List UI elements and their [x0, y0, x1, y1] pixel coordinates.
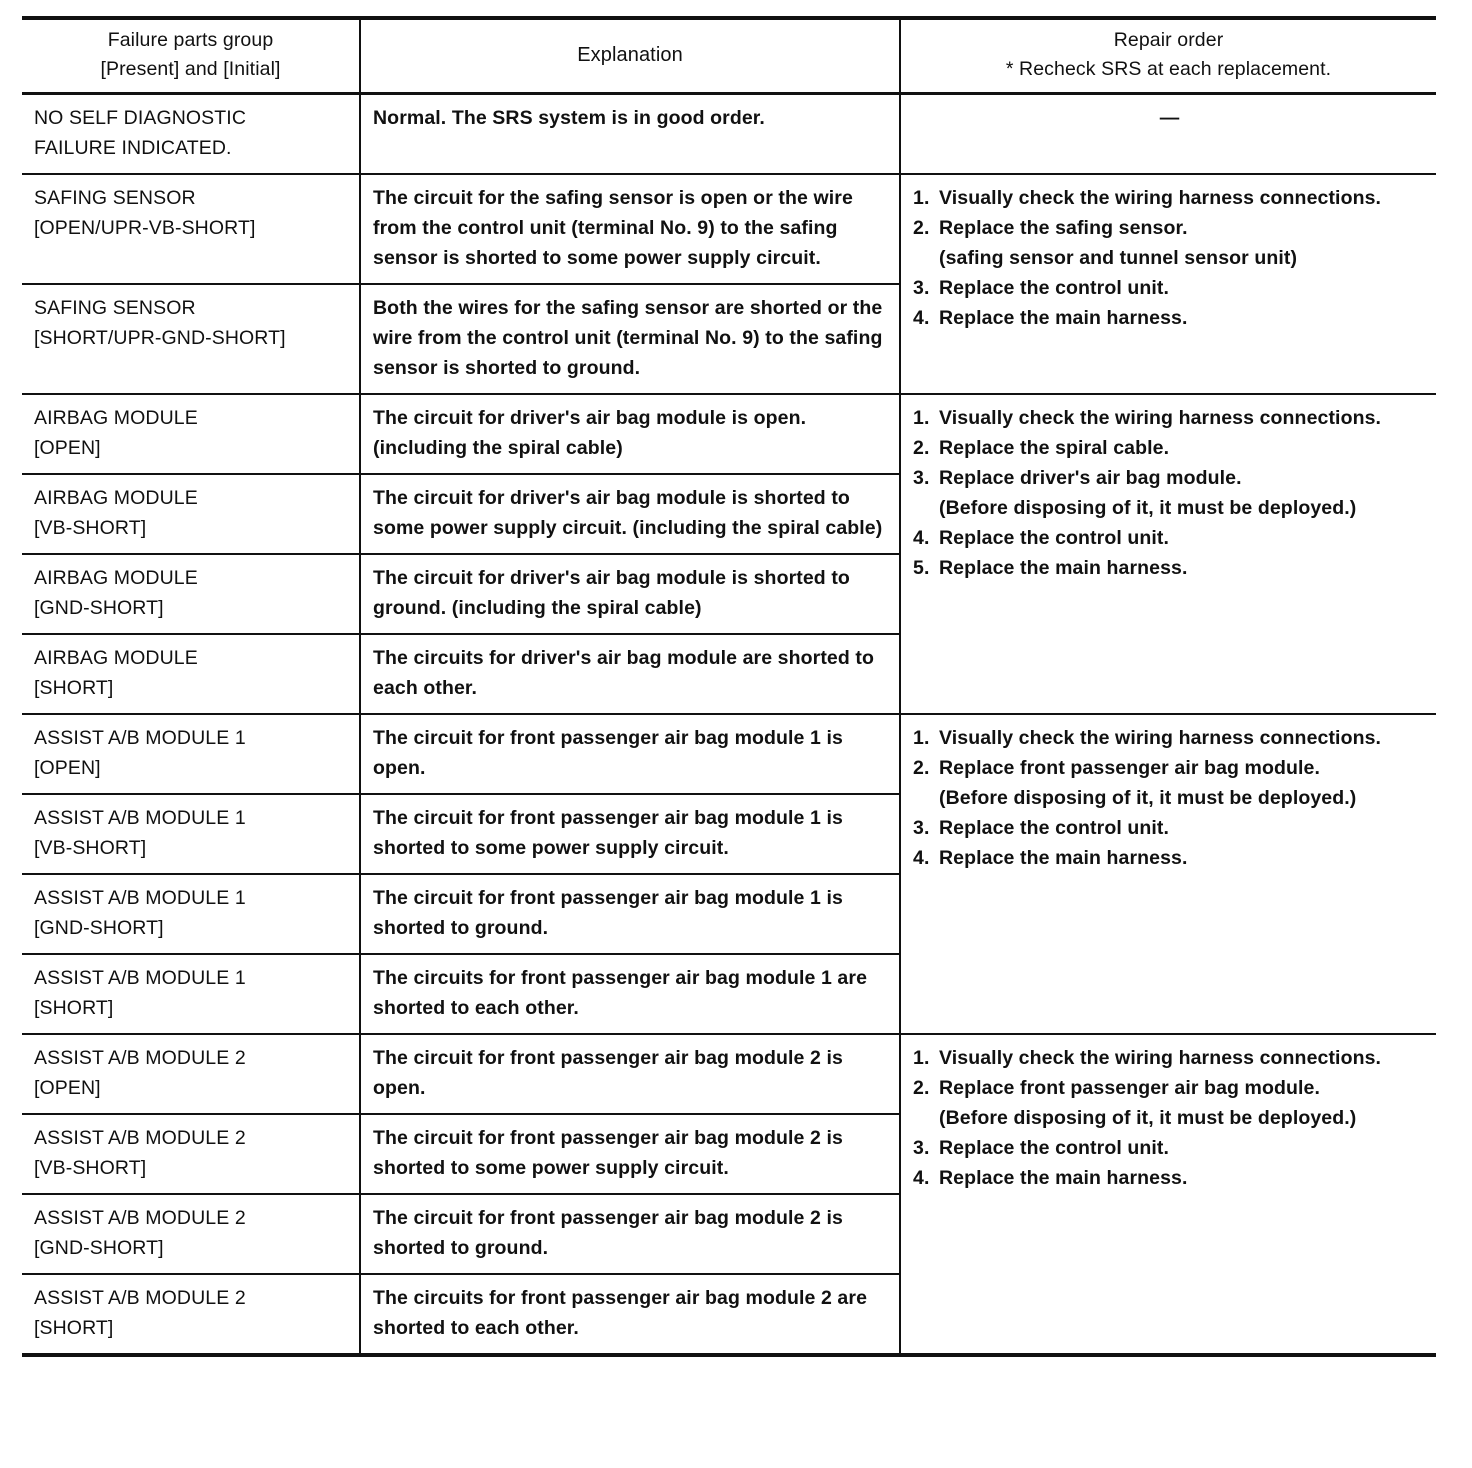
explanation-cell: The circuits for driver's air bag module are shorted to each other.	[360, 634, 900, 714]
step-text: Replace the main harness.	[939, 847, 1188, 869]
failure-part-name: AIRBAG MODULE	[34, 407, 198, 429]
step-note: (Before disposing of it, it must be deployed.)	[939, 1107, 1357, 1129]
failure-part-cell	[22, 284, 360, 394]
step-number: 2.	[913, 437, 930, 459]
step-text: Replace the control unit.	[939, 1137, 1170, 1159]
failure-part-cell	[22, 794, 360, 874]
repair-step	[913, 1073, 1426, 1133]
step-text: Replace the main harness.	[939, 1167, 1188, 1189]
step-number: 1.	[913, 1047, 930, 1069]
srs-failure-table	[22, 16, 1436, 1357]
step-number: 4.	[913, 527, 930, 549]
table-row	[22, 174, 1436, 284]
repair-steps-list	[913, 403, 1426, 583]
failure-part-name: ASSIST A/B MODULE 2	[34, 1207, 246, 1229]
explanation-cell: The circuit for front passenger air bag module 1 is shorted to some power supply circuit.	[360, 794, 900, 874]
repair-order-assist-module-2	[900, 1034, 1436, 1355]
step-number: 2.	[913, 1077, 930, 1099]
step-text: Replace the main harness.	[939, 557, 1188, 579]
step-number: 3.	[913, 817, 930, 839]
failure-part-code: [VB-SHORT]	[34, 517, 147, 539]
table-row	[22, 1034, 1436, 1114]
step-number: 4.	[913, 307, 930, 329]
repair-steps-list	[913, 183, 1426, 333]
failure-part-code: [SHORT]	[34, 1317, 114, 1339]
step-text: Replace the spiral cable.	[939, 437, 1170, 459]
failure-part-cell	[22, 94, 360, 175]
repair-step	[913, 813, 1426, 843]
step-note: (Before disposing of it, it must be deployed.)	[939, 787, 1357, 809]
header-failure-parts-line1: Failure parts group	[107, 29, 274, 51]
failure-part-cell	[22, 394, 360, 474]
failure-part-name: ASSIST A/B MODULE 1	[34, 967, 246, 989]
failure-part-code: [OPEN/UPR-VB-SHORT]	[34, 217, 256, 239]
explanation-cell: The circuit for front passenger air bag module 1 is open.	[360, 714, 900, 794]
step-note: (Before disposing of it, it must be deployed.)	[939, 497, 1357, 519]
repair-step	[913, 723, 1426, 753]
step-number: 5.	[913, 557, 930, 579]
repair-step	[913, 273, 1426, 303]
explanation-cell: The circuit for driver's air bag module is shorted to some power supply circuit. (including the spiral cable)	[360, 474, 900, 554]
header-repair-order-note: * Recheck SRS at each replacement.	[1005, 58, 1332, 80]
column-header-explanation: Explanation	[360, 18, 900, 94]
step-text: Visually check the wiring harness connections.	[939, 1047, 1382, 1069]
failure-part-name: AIRBAG MODULE	[34, 487, 198, 509]
step-note: (safing sensor and tunnel sensor unit)	[939, 247, 1298, 269]
failure-part-code: [OPEN]	[34, 437, 101, 459]
repair-steps-list	[913, 1043, 1426, 1193]
step-number: 1.	[913, 187, 930, 209]
failure-part-name: AIRBAG MODULE	[34, 647, 198, 669]
step-number: 1.	[913, 407, 930, 429]
step-number: 4.	[913, 847, 930, 869]
failure-part-code: [SHORT/UPR-GND-SHORT]	[34, 327, 286, 349]
failure-part-cell	[22, 554, 360, 634]
explanation-cell: The circuit for front passenger air bag module 2 is shorted to some power supply circuit.	[360, 1114, 900, 1194]
step-text: Replace front passenger air bag module.	[939, 1077, 1320, 1099]
failure-part-code: [VB-SHORT]	[34, 837, 147, 859]
step-text: Replace driver's air bag module.	[939, 467, 1242, 489]
failure-part-name: NO SELF DIAGNOSTIC	[34, 107, 246, 129]
step-text: Replace the main harness.	[939, 307, 1188, 329]
failure-part-cell	[22, 174, 360, 284]
column-header-failure-parts-group	[22, 18, 360, 94]
failure-part-code: [SHORT]	[34, 997, 114, 1019]
failure-part-cell	[22, 1034, 360, 1114]
step-text: Replace the control unit.	[939, 277, 1170, 299]
step-text: Replace the control unit.	[939, 527, 1170, 549]
failure-part-cell	[22, 954, 360, 1034]
repair-steps-list	[913, 723, 1426, 873]
failure-part-code: [OPEN]	[34, 757, 101, 779]
table-row	[22, 94, 1436, 175]
table-row	[22, 394, 1436, 474]
failure-part-name: ASSIST A/B MODULE 1	[34, 887, 246, 909]
step-text: Replace the safing sensor.	[939, 217, 1188, 239]
repair-step	[913, 183, 1426, 213]
failure-part-code: FAILURE INDICATED.	[34, 137, 232, 159]
repair-step	[913, 433, 1426, 463]
no-repair-dash: —	[1159, 107, 1180, 129]
srs-diagnostic-table-page	[22, 16, 1436, 1357]
failure-part-name: SAFING SENSOR	[34, 297, 196, 319]
failure-part-code: [SHORT]	[34, 677, 114, 699]
table-header-row	[22, 18, 1436, 94]
failure-part-name: AIRBAG MODULE	[34, 567, 198, 589]
explanation-cell: The circuits for front passenger air bag module 2 are shorted to each other.	[360, 1274, 900, 1355]
failure-part-cell	[22, 634, 360, 714]
repair-order-cell	[900, 94, 1436, 175]
explanation-cell: The circuits for front passenger air bag module 1 are shorted to each other.	[360, 954, 900, 1034]
explanation-cell: The circuit for front passenger air bag module 2 is shorted to ground.	[360, 1194, 900, 1274]
step-number: 4.	[913, 1167, 930, 1189]
step-number: 2.	[913, 757, 930, 779]
header-repair-order-line1: Repair order	[1113, 29, 1224, 51]
explanation-cell: Both the wires for the safing sensor are shorted or the wire from the control unit (terminal No. 9) to the safing sensor is shorted to ground.	[360, 284, 900, 394]
repair-step	[913, 553, 1426, 583]
repair-step	[913, 403, 1426, 433]
repair-step	[913, 753, 1426, 813]
header-failure-parts-line2: [Present] and [Initial]	[100, 58, 281, 80]
failure-part-name: ASSIST A/B MODULE 2	[34, 1047, 246, 1069]
failure-part-code: [GND-SHORT]	[34, 1237, 164, 1259]
explanation-cell: The circuit for driver's air bag module is open. (including the spiral cable)	[360, 394, 900, 474]
repair-step	[913, 463, 1426, 523]
failure-part-cell	[22, 1114, 360, 1194]
failure-part-name: ASSIST A/B MODULE 2	[34, 1287, 246, 1309]
step-text: Replace the control unit.	[939, 817, 1170, 839]
explanation-cell: Normal. The SRS system is in good order.	[360, 94, 900, 175]
failure-part-cell	[22, 1274, 360, 1355]
repair-order-assist-module-1	[900, 714, 1436, 1034]
step-number: 3.	[913, 467, 930, 489]
explanation-cell: The circuit for front passenger air bag module 2 is open.	[360, 1034, 900, 1114]
repair-step	[913, 1163, 1426, 1193]
step-number: 3.	[913, 1137, 930, 1159]
step-text: Visually check the wiring harness connections.	[939, 407, 1382, 429]
repair-step	[913, 1133, 1426, 1163]
repair-step	[913, 213, 1426, 273]
repair-step	[913, 843, 1426, 873]
step-number: 3.	[913, 277, 930, 299]
repair-step	[913, 303, 1426, 333]
repair-step	[913, 523, 1426, 553]
explanation-cell: The circuit for driver's air bag module is shorted to ground. (including the spiral cable)	[360, 554, 900, 634]
failure-part-cell	[22, 474, 360, 554]
failure-part-code: [GND-SHORT]	[34, 917, 164, 939]
repair-step	[913, 1043, 1426, 1073]
explanation-cell: The circuit for the safing sensor is open or the wire from the control unit (terminal No. 9) to the safing sensor is shorted to some power supply circuit.	[360, 174, 900, 284]
failure-part-code: [OPEN]	[34, 1077, 101, 1099]
column-header-repair-order	[900, 18, 1436, 94]
failure-part-name: ASSIST A/B MODULE 2	[34, 1127, 246, 1149]
failure-part-cell	[22, 714, 360, 794]
failure-part-name: ASSIST A/B MODULE 1	[34, 807, 246, 829]
failure-part-cell	[22, 874, 360, 954]
repair-order-airbag-module	[900, 394, 1436, 714]
failure-part-name: ASSIST A/B MODULE 1	[34, 727, 246, 749]
step-number: 1.	[913, 727, 930, 749]
step-text: Replace front passenger air bag module.	[939, 757, 1320, 779]
failure-part-code: [GND-SHORT]	[34, 597, 164, 619]
table-row	[22, 714, 1436, 794]
step-number: 2.	[913, 217, 930, 239]
failure-part-code: [VB-SHORT]	[34, 1157, 147, 1179]
explanation-cell: The circuit for front passenger air bag module 1 is shorted to ground.	[360, 874, 900, 954]
repair-order-safing-sensor	[900, 174, 1436, 394]
step-text: Visually check the wiring harness connections.	[939, 727, 1382, 749]
failure-part-name: SAFING SENSOR	[34, 187, 196, 209]
step-text: Visually check the wiring harness connections.	[939, 187, 1382, 209]
failure-part-cell	[22, 1194, 360, 1274]
